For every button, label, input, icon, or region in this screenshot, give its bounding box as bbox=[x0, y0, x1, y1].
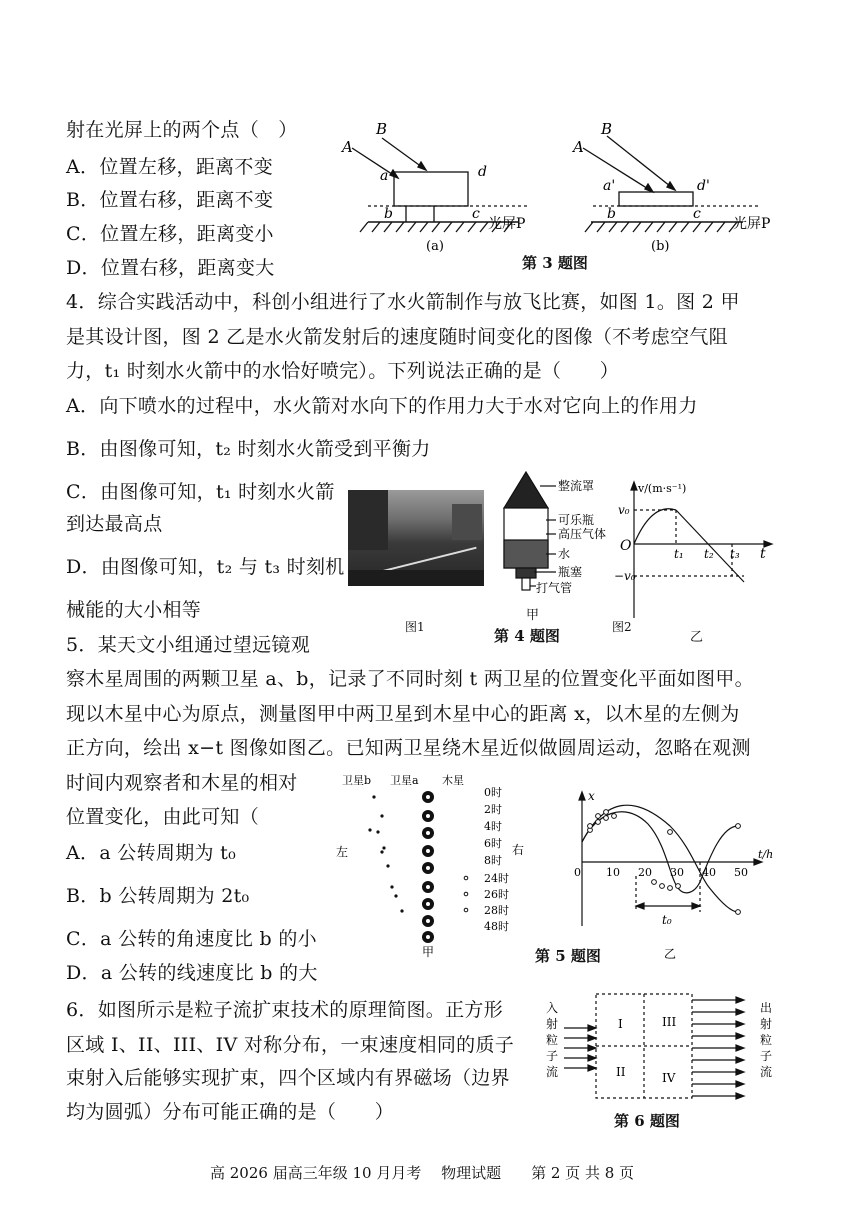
in-label-1: 入 bbox=[546, 1001, 559, 1015]
q5-option-c: C．a 公转的角速度比 b 的小 bbox=[66, 928, 317, 950]
vt-v0: v₀ bbox=[618, 503, 630, 517]
q5-stem-line-5: 时间内观察者和木星的相对 bbox=[66, 772, 298, 794]
time-48: 48时 bbox=[484, 920, 509, 933]
q5-option-b: B．b 公转周期为 2t₀ bbox=[66, 885, 250, 907]
q3a-label-A: A bbox=[342, 138, 353, 156]
q4-stem-line-3: 力，t₁ 时刻水火箭中的水恰好喷完）。下列说法正确的是（ ） bbox=[66, 360, 620, 382]
q4-fig2-label: 图2 bbox=[612, 620, 632, 634]
q5-stem-line-6: 位置变化，由此可知（ bbox=[66, 806, 260, 828]
x-t-graph bbox=[566, 786, 786, 962]
q3a-screen: 光屏P bbox=[488, 216, 526, 232]
label-left: 左 bbox=[336, 845, 349, 859]
vt-t: t bbox=[760, 546, 766, 562]
q4-jia-label: 甲 bbox=[526, 608, 540, 623]
q6-stem-line-3: 束射入后能够实现扩束，四个区域内有界磁场（边界 bbox=[66, 1067, 510, 1089]
label-jupiter: 木星 bbox=[442, 774, 464, 787]
xt-tick-30: 30 bbox=[670, 866, 684, 879]
q3-figure-a bbox=[338, 118, 538, 258]
region-II: II bbox=[616, 1065, 626, 1079]
vt-ylabel: v/(m·s⁻¹) bbox=[638, 482, 687, 495]
label-sat-a: 卫星a bbox=[390, 774, 419, 787]
q3-option-c: C．位置左移，距离变小 bbox=[66, 223, 274, 245]
label-sat-b: 卫星b bbox=[342, 774, 372, 787]
out-label-1: 出 bbox=[760, 1001, 773, 1015]
q4-caption: 第 4 题图 bbox=[494, 627, 560, 645]
time-0: 0时 bbox=[484, 786, 502, 799]
q3b-label-c: c bbox=[693, 206, 701, 222]
vt-t2: t₂ bbox=[704, 547, 714, 561]
q3b-screen: 光屏P bbox=[733, 216, 771, 232]
out-label-2: 射 bbox=[760, 1017, 773, 1031]
q4-stem-line-2: 是其设计图，图 2 乙是水火箭发射后的速度随时间变化的图像（不考虑空气阻 bbox=[66, 326, 728, 348]
q3b-label-d: d' bbox=[697, 178, 710, 194]
q4-yi-label: 乙 bbox=[690, 630, 704, 645]
q3-option-b: B．位置右移，距离不变 bbox=[66, 189, 274, 211]
q3b-label-a: a' bbox=[603, 178, 616, 194]
q3a-label-c: c bbox=[472, 206, 480, 222]
fig-jia-tag: 甲 bbox=[422, 945, 435, 959]
rocket-label-bottle: 可乐瓶 bbox=[558, 513, 595, 527]
rocket-label-water: 水 bbox=[558, 547, 571, 561]
velocity-time-graph bbox=[614, 478, 774, 628]
region-III: III bbox=[662, 1015, 677, 1029]
xt-tlabel: t/h bbox=[758, 848, 774, 861]
water-rocket-photo bbox=[348, 490, 484, 586]
q3a-label-b: b bbox=[384, 206, 393, 222]
q3a-label-a: a bbox=[380, 168, 389, 184]
q3-stem-tail: 射在光屏上的两个点（ ） bbox=[66, 119, 298, 141]
out-label-3: 粒 bbox=[760, 1033, 773, 1047]
q4-option-b: B．由图像可知，t₂ 时刻水火箭受到平衡力 bbox=[66, 438, 431, 460]
q6-stem-line-1: 6．如图所示是粒子流扩束技术的原理简图。正方形 bbox=[66, 999, 503, 1021]
out-label-5: 流 bbox=[760, 1065, 773, 1079]
q5-stem-line-4: 正方向，绘出 x−t 图像如图乙。已知两卫星绕木星近似做圆周运动，忽略在观测 bbox=[66, 737, 751, 759]
q3-caption: 第 3 题图 bbox=[522, 254, 588, 272]
vt-origin: O bbox=[620, 538, 632, 554]
q3-option-d: D．位置右移，距离变大 bbox=[66, 257, 275, 279]
xt-xlabel: x bbox=[588, 789, 595, 803]
time-28: 28时 bbox=[484, 904, 509, 917]
q4-option-d-line-2: 械能的大小相等 bbox=[66, 599, 202, 621]
page-footer: 高 2026 届高三年级 10 月月考 物理试题 第 2 页 共 8 页 bbox=[210, 1164, 635, 1182]
q3a-label-B: B bbox=[376, 120, 388, 138]
time-4: 4时 bbox=[484, 820, 502, 833]
q4-stem-line-1: 4．综合实践活动中，科创小组进行了水火箭制作与放飞比赛，如图 1。图 2 甲 bbox=[66, 291, 740, 313]
vt-t3: t₃ bbox=[730, 547, 740, 561]
xt-t0: t₀ bbox=[662, 913, 672, 927]
rocket-label-fairing: 整流罩 bbox=[558, 479, 595, 493]
time-24: 24时 bbox=[484, 872, 509, 885]
xt-tick-0: 0 bbox=[574, 866, 581, 879]
q4-option-d-line-1: D．由图像可知，t₂ 与 t₃ 时刻机 bbox=[66, 556, 345, 578]
xt-tick-20: 20 bbox=[638, 866, 652, 879]
q3b-label-B: B bbox=[601, 120, 613, 138]
jupiter-column bbox=[422, 791, 434, 943]
q3b-tag: (b) bbox=[651, 239, 670, 254]
in-label-4: 子 bbox=[546, 1049, 559, 1063]
region-IV: IV bbox=[662, 1071, 676, 1085]
q4-option-a: A．向下喷水的过程中，水火箭对水向下的作用力大于水对它向上的作用力 bbox=[66, 395, 698, 417]
in-label-3: 粒 bbox=[546, 1033, 559, 1047]
vt-neg-v0: −v₀ bbox=[614, 569, 636, 583]
in-label-5: 流 bbox=[546, 1065, 559, 1079]
rocket-label-gas: 高压气体 bbox=[558, 527, 607, 541]
q6-stem-line-2: 区域 I、II、III、IV 对称分布，一束速度相同的质子 bbox=[66, 1034, 515, 1056]
in-label-2: 射 bbox=[546, 1017, 559, 1031]
q4-fig1-label: 图1 bbox=[405, 620, 425, 634]
q3b-label-b: b bbox=[607, 206, 616, 222]
rocket-design-figure bbox=[496, 468, 616, 608]
q4-option-c-line-2: 到达最高点 bbox=[66, 513, 163, 535]
q3a-label-d: d bbox=[478, 164, 487, 180]
q5-stem-line-2: 察木星周围的两颗卫星 a、b，记录了不同时刻 t 两卫星的位置变化平面如图甲。 bbox=[66, 668, 754, 690]
q3a-tag: (a) bbox=[426, 239, 444, 254]
q4-option-c-line-1: C．由图像可知，t₁ 时刻水火箭 bbox=[66, 481, 335, 503]
time-8: 8时 bbox=[484, 854, 502, 867]
q5-option-a: A．a 公转周期为 t₀ bbox=[66, 842, 236, 864]
q5-option-d: D．a 公转的线速度比 b 的大 bbox=[66, 962, 318, 984]
q5-stem-line-3: 现以木星中心为原点，测量图甲中两卫星到木星中心的距离 x，以木星的左侧为 bbox=[66, 703, 740, 725]
rocket-label-pump: 打气管 bbox=[536, 581, 573, 595]
particle-beam-expansion-figure bbox=[540, 986, 780, 1110]
xt-tick-10: 10 bbox=[606, 866, 620, 879]
q3-figure-b bbox=[563, 118, 783, 258]
region-I: I bbox=[618, 1017, 623, 1031]
xt-tick-40: 40 bbox=[702, 866, 716, 879]
rocket-label-stopper: 瓶塞 bbox=[558, 565, 583, 579]
q3b-label-A: A bbox=[573, 138, 584, 156]
xt-tick-50: 50 bbox=[734, 866, 748, 879]
q6-caption: 第 6 题图 bbox=[614, 1112, 680, 1130]
q3-option-a: A．位置左移，距离不变 bbox=[66, 156, 274, 178]
satellite-observation-figure bbox=[334, 770, 534, 960]
q6-stem-line-4: 均为圆弧）分布可能正确的是（ ） bbox=[66, 1101, 395, 1123]
vt-t1: t₁ bbox=[674, 547, 684, 561]
label-right: 右 bbox=[512, 843, 525, 857]
time-2: 2时 bbox=[484, 803, 502, 816]
xt-tag: 乙 bbox=[664, 947, 677, 961]
time-26: 26时 bbox=[484, 888, 509, 901]
q5-stem-line-1: 5．某天文小组通过望远镜观 bbox=[66, 634, 310, 656]
out-label-4: 子 bbox=[760, 1049, 773, 1063]
q5-caption: 第 5 题图 bbox=[535, 947, 601, 965]
time-6: 6时 bbox=[484, 837, 502, 850]
